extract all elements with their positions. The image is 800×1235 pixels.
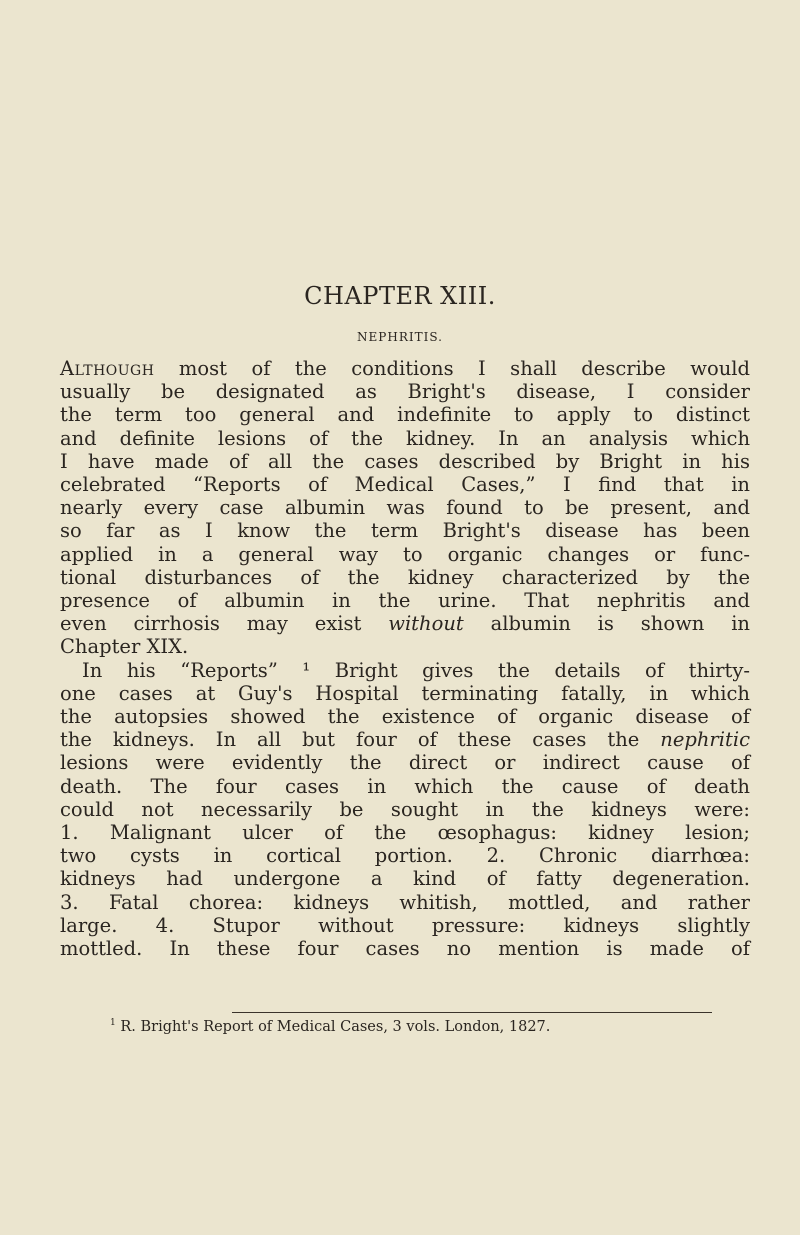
text-line: usually be designated as Bright's disease, I consider [60, 380, 750, 404]
footnote-divider [232, 1012, 712, 1013]
footnote-marker: 1 [110, 1018, 116, 1028]
text-line: death. The four cases in which the cause of death [60, 774, 750, 798]
text-line: tional disturbances of the kidney characterized by the [60, 565, 750, 589]
text-line: two cysts in cortical portion. 2. Chronic diarrhœa: [60, 844, 750, 868]
text-line: Chapter XIX. [60, 635, 189, 659]
text-line: I have made of all the cases described by Bright in his [60, 449, 750, 473]
emphasis-text: without [388, 612, 464, 636]
text-line: lesions were evidently the direct or indirect cause of [60, 751, 750, 775]
drop-lead-word: Although [60, 357, 155, 380]
text-line: the kidneys. In all but four of these cases the nephritic [60, 728, 750, 752]
text-line: presence of albumin in the urine. That nephritis and [60, 589, 750, 613]
footnote [110, 1018, 750, 1035]
text-line: the term too general and indefinite to apply to distinct [60, 403, 750, 427]
footnote-text: R. Bright's Report of Medical Cases, 3 vols. London, 1827. [115, 1018, 551, 1035]
text-line: and definite lesions of the kidney. In an analysis which [60, 426, 750, 450]
text-line: one cases at Guy's Hospital terminating fatally, in which [60, 681, 750, 705]
text-line: In his “Reports” ¹ Bright gives the details of thirty- [82, 658, 750, 682]
text-line: nearly every case albumin was found to be present, and [60, 496, 750, 520]
text-line: mottled. In these four cases no mention is made of [60, 937, 750, 961]
text-line: celebrated “Reports of Medical Cases,” I find that in [60, 473, 750, 497]
text-line: the autopsies showed the existence of organic disease of [60, 705, 750, 729]
text-line: 1. Malignant ulcer of the œsophagus: kidney lesion; [60, 821, 750, 845]
text-line: Although most of the conditions I shall describe would [60, 357, 750, 380]
text-line: kidneys had undergone a kind of fatty degeneration. [60, 867, 750, 891]
text-line: 3. Fatal chorea: kidneys whitish, mottled, and rather [60, 890, 750, 914]
text-line: applied in a general way to organic changes or func- [60, 542, 750, 566]
body-text [60, 357, 750, 960]
emphasis-text: nephritic [660, 728, 750, 752]
chapter-title: CHAPTER XIII. [304, 282, 496, 310]
text-line: large. 4. Stupor without pressure: kidneys slightly [60, 913, 750, 937]
text-line: so far as I know the term Bright's disease has been [60, 519, 750, 543]
text-line: could not necessarily be sought in the kidneys were: [60, 797, 750, 821]
section-title: NEPHRITIS. [357, 330, 443, 344]
text-line: even cirrhosis may exist without albumin is shown in [60, 612, 750, 636]
